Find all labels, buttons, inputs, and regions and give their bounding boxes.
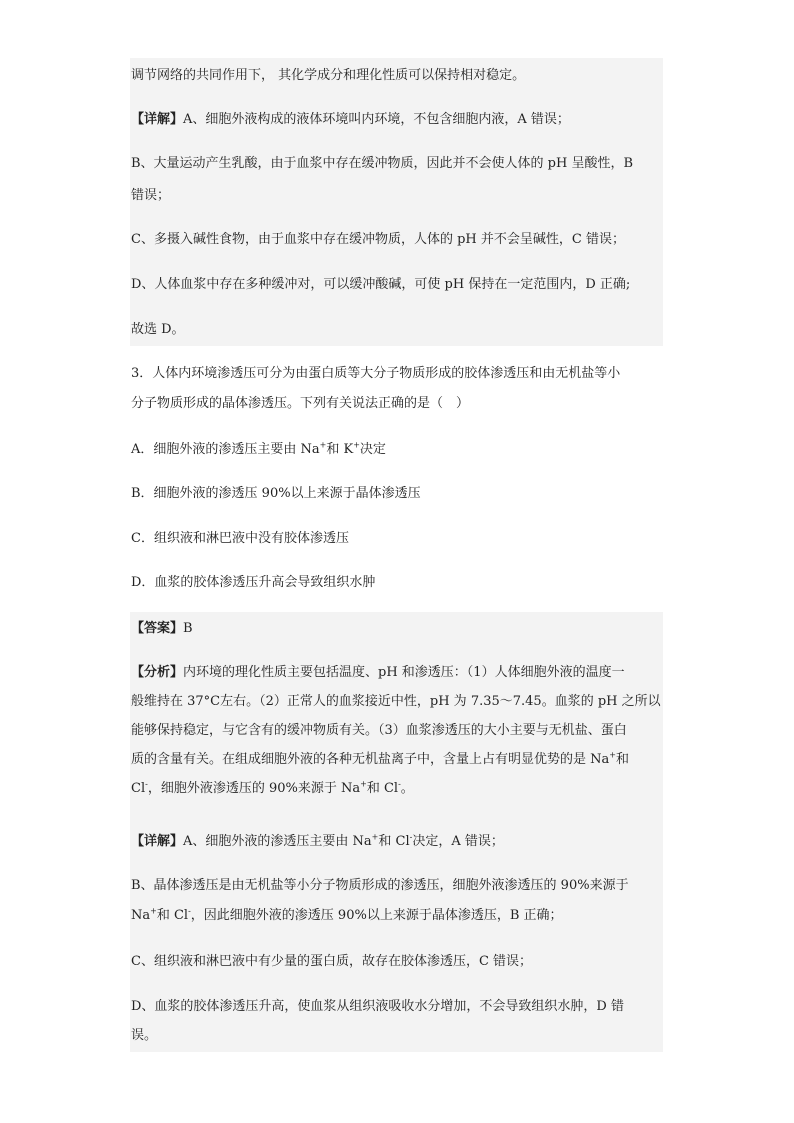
analysis-line5: Cl-，细胞外液渗透压的 90%来源于 Na+和 Cl-。 [131,779,414,796]
analysis-line1: 【分析】内环境的理化性质主要包括温度、pH 和渗透压：（1）人体细胞外液的温度一 [131,665,625,680]
detail-b-q3-line2: Na+和 Cl-，因此细胞外液的渗透压 90%以上来源于晶体渗透压，B 正确； [131,906,563,923]
detail-d-q2: D、人体血浆中存在多种缓冲对，可以缓冲酸碱，可使 pH 保持在一定范围内，D 正确; [131,277,631,292]
intro-line: 调节网络的共同作用下， 其化学成分和理化性质可以保持相对稳定。 [131,68,526,83]
detail-b-line2: 错误； [131,188,171,203]
detail-c-q3: C、组织液和淋巴液中有少量的蛋白质，故存在胶体渗透压，C 错误； [131,954,533,969]
detail-a-q3: 【详解】A、细胞外液的渗透压主要由 Na+和 Cl-决定，A 错误； [131,832,504,849]
analysis-tag: 【分析】 [131,665,184,680]
answer-value: B [183,621,193,636]
detail-a-q2 [131,108,661,132]
answer-tag: 【答案】 [131,621,184,636]
detail-b-q3-line1: B、晶体渗透压是由无机盐等小分子物质形成的渗透压，细胞外液渗透压的 90%来源于 [131,878,629,893]
conclusion-q2: 故选 D。 [131,322,185,337]
analysis-line4: 质的含量有关。在组成细胞外液的各种无机盐离子中，含量上占有明显优势的是 Na+和 [131,750,629,767]
question3-stem-line2: 分子物质形成的晶体渗透压。下列有关说法正确的是（ ） [131,396,470,411]
detail-c-q2: C、多摄入碱性食物，由于血浆中存在缓冲物质，人体的 pH 并不会呈碱性，C 错误； [131,232,625,247]
detail-tag-q3: 【详解】 [131,834,184,849]
detail-a-text: A、细胞外液构成的液体环境叫内环境，不包含细胞内液，A 错误； [183,112,570,127]
answer-line [131,617,661,641]
option-b: B．细胞外液的渗透压 90%以上来源于晶体渗透压 [131,486,421,501]
option-c: C．组织液和淋巴液中没有胶体渗透压 [131,531,349,546]
detail-d-q3-line2: 误。 [131,1028,158,1043]
detail-tag: 【详解】 [131,112,184,127]
detail-d-q3-line1: D、血浆的胶体渗透压升高，使血浆从组织液吸收水分增加，不会导致组织水肿，D 错 [131,999,624,1014]
detail-b-line1: B、大量运动产生乳酸，由于血浆中存在缓冲物质，因此并不会使人体的 pH 呈酸性，B [131,156,634,171]
analysis-line2: 般维持在 37°C左右。（2）正常人的血浆接近中性，pH 为 7.35～7.45。血浆的 pH 之所以 [131,694,661,709]
analysis-line3: 能够保持稳定，与它含有的缓冲物质有关。（3）血浆渗透压的大小主要与无机盐、蛋白 [131,723,627,738]
question3-stem-line1: 3．人体内环境渗透压可分为由蛋白质等大分子物质形成的胶体渗透压和由无机盐等小 [131,366,621,381]
option-a: A．细胞外液的渗透压主要由 Na+和 K+决定 [131,440,386,457]
option-d: D．血浆的胶体渗透压升高会导致组织水肿 [131,575,376,590]
